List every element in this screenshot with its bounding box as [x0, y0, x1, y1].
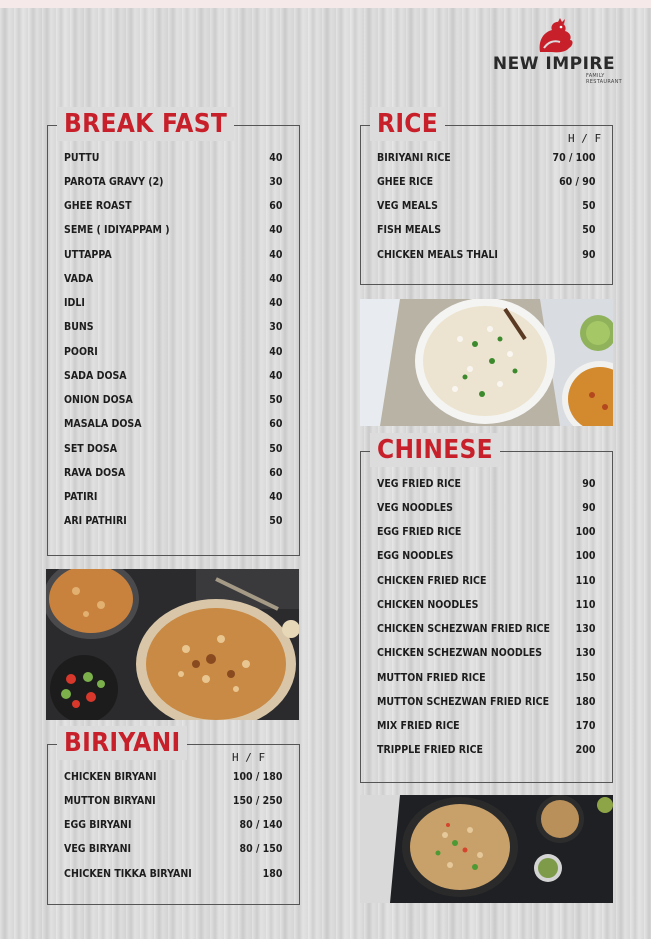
- brand-tagline: FAMILY RESTAURANT: [586, 73, 623, 85]
- menu-item: MUTTON SCHEZWAN FRIED RICE 180: [377, 695, 596, 708]
- menu-item: ARI PATHIRI 50: [64, 514, 283, 527]
- menu-item: TRIPPLE FRIED RICE 200: [377, 743, 596, 756]
- menu-item: PAROTA GRAVY (2) 30: [64, 175, 283, 188]
- menu-item: IDLI 40: [64, 296, 283, 309]
- menu-item: BUNS 30: [64, 320, 283, 333]
- menu-item: MUTTON FRIED RICE 150: [377, 671, 596, 684]
- menu-item: SADA DOSA 40: [64, 369, 283, 382]
- half-full-header: H / F: [232, 751, 266, 764]
- menu-item: POORI 40: [64, 345, 283, 358]
- menu-item: CHICKEN FRIED RICE 110: [377, 574, 596, 587]
- menu-item: MIX FRIED RICE 170: [377, 719, 596, 732]
- menu-item: PATIRI 40: [64, 490, 283, 503]
- menu-item: EGG BIRYANI 80 / 140: [64, 818, 283, 831]
- menu-item: CHICKEN BIRYANI 100 / 180: [64, 770, 283, 783]
- menu-item: BIRIYANI RICE 70 / 100: [377, 151, 596, 164]
- menu-item: PUTTU 40: [64, 151, 283, 164]
- menu-item: MUTTON BIRYANI 150 / 250: [64, 794, 283, 807]
- menu-item: EGG NOODLES 100: [377, 549, 596, 562]
- menu-item: UTTAPPA 40: [64, 248, 283, 261]
- menu-item: CHICKEN NOODLES 110: [377, 598, 596, 611]
- menu-item: RAVA DOSA 60: [64, 466, 283, 479]
- biriyani-title: BIRIYANI: [57, 726, 187, 760]
- menu-item: VEG FRIED RICE 90: [377, 477, 596, 490]
- chinese-panel: [360, 435, 613, 783]
- menu-item: MASALA DOSA 60: [64, 417, 283, 430]
- brand-logo: [478, 18, 630, 85]
- rooster-logo-icon: [534, 18, 574, 54]
- breakfast-panel: [47, 109, 300, 556]
- menu-item: CHICKEN MEALS THALI 90: [377, 248, 596, 261]
- menu-item: GHEE ROAST 60: [64, 199, 283, 212]
- top-strip: [0, 0, 651, 8]
- biriyani-panel: [47, 728, 300, 905]
- rice-panel: [360, 109, 613, 285]
- menu-item: CHICKEN SCHEZWAN NOODLES 130: [377, 646, 596, 659]
- half-full-header: H / F: [568, 132, 602, 145]
- menu-item: ONION DOSA 50: [64, 393, 283, 406]
- brand-name: NEW IMPIRE: [492, 54, 616, 74]
- menu-item: VADA 40: [64, 272, 283, 285]
- menu-item: SET DOSA 50: [64, 442, 283, 455]
- menu-item: GHEE RICE 60 / 90: [377, 175, 596, 188]
- chinese-title: CHINESE: [370, 433, 500, 467]
- menu-item: CHICKEN TIKKA BIRYANI 180: [64, 867, 283, 880]
- menu-item: EGG FRIED RICE 100: [377, 525, 596, 538]
- rice-title: RICE: [370, 107, 445, 141]
- menu-item: FISH MEALS 50: [377, 223, 596, 236]
- menu-item: CHICKEN SCHEZWAN FRIED RICE 130: [377, 622, 596, 635]
- menu-item: VEG NOODLES 90: [377, 501, 596, 514]
- fried-rice-photo: [360, 795, 613, 903]
- breakfast-title: BREAK FAST: [57, 107, 234, 141]
- rice-dish-photo: [360, 299, 613, 426]
- biryani-dish-photo: [46, 569, 299, 720]
- menu-item: SEME ( IDIYAPPAM ) 40: [64, 223, 283, 236]
- menu-item: VEG BIRYANI 80 / 150: [64, 842, 283, 855]
- menu-item: VEG MEALS 50: [377, 199, 596, 212]
